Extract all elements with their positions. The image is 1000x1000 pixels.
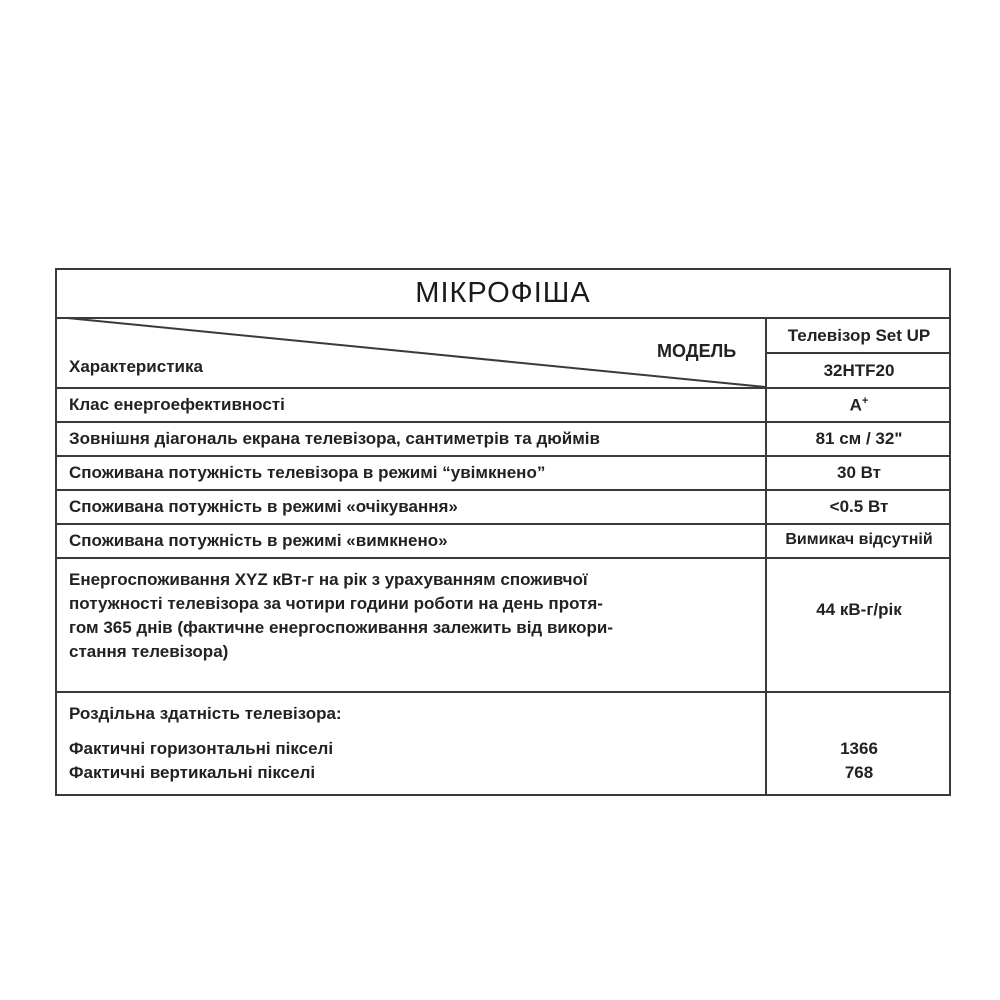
row-divider bbox=[57, 387, 949, 389]
row-divider bbox=[57, 455, 949, 457]
standby-power-label: Споживана потужність в режимі «очікування» bbox=[69, 497, 458, 516]
title-row bbox=[57, 270, 949, 319]
energy-line: потужності телевізора за чотири години роботи на день протя- bbox=[69, 594, 603, 613]
vertical-pixels-label: Фактичні вертикальні пікселі bbox=[69, 763, 316, 782]
standby-power-value: <0.5 Вт bbox=[829, 497, 889, 516]
off-power-label: Споживана потужність в режимі «вимкнено» bbox=[69, 531, 448, 550]
characteristic-header-label: Характеристика bbox=[69, 357, 203, 376]
model-header-label: МОДЕЛЬ bbox=[657, 341, 737, 361]
row-divider bbox=[57, 691, 949, 693]
energy-class-label: Клас енергоефективності bbox=[69, 395, 285, 414]
energy-line: Енергоспоживання XYZ кВт-г на рік з урахуванням споживчої bbox=[69, 570, 588, 589]
row-divider bbox=[57, 557, 949, 559]
row-divider bbox=[57, 489, 949, 491]
energy-class-value: A+ bbox=[849, 395, 869, 415]
energy-line: стання телевізора) bbox=[69, 642, 229, 661]
row-divider bbox=[57, 421, 949, 423]
brand-value: Телевізор Set UP bbox=[787, 326, 931, 345]
on-power-value: 30 Вт bbox=[836, 463, 881, 482]
on-power-label: Споживана потужність телевізора в режимі “увімкнено” bbox=[69, 463, 546, 482]
microfiche-table bbox=[55, 268, 951, 796]
vertical-pixels-value: 768 bbox=[844, 763, 874, 782]
header-right-divider bbox=[765, 352, 951, 354]
horizontal-pixels-label: Фактичні горизонтальні пікселі bbox=[69, 739, 334, 758]
resolution-heading: Роздільна здатність телевізора: bbox=[69, 704, 342, 723]
energy-consumption-label bbox=[69, 568, 759, 664]
fiche-title: МІКРОФІША bbox=[415, 277, 591, 309]
off-power-value: Вимикач відсутній bbox=[785, 531, 933, 548]
horizontal-pixels-value: 1366 bbox=[840, 739, 878, 758]
energy-consumption-value: 44 кВ-г/рік bbox=[816, 600, 902, 619]
row-divider bbox=[57, 523, 949, 525]
diagonal-value: 81 см / 32" bbox=[815, 429, 903, 448]
diagonal-label: Зовнішня діагональ екрана телевізора, сантиметрів та дюймів bbox=[69, 429, 600, 448]
energy-line: гом 365 днів (фактичне енергоспоживання залежить від викори- bbox=[69, 618, 614, 637]
model-value: 32HTF20 bbox=[823, 361, 895, 380]
